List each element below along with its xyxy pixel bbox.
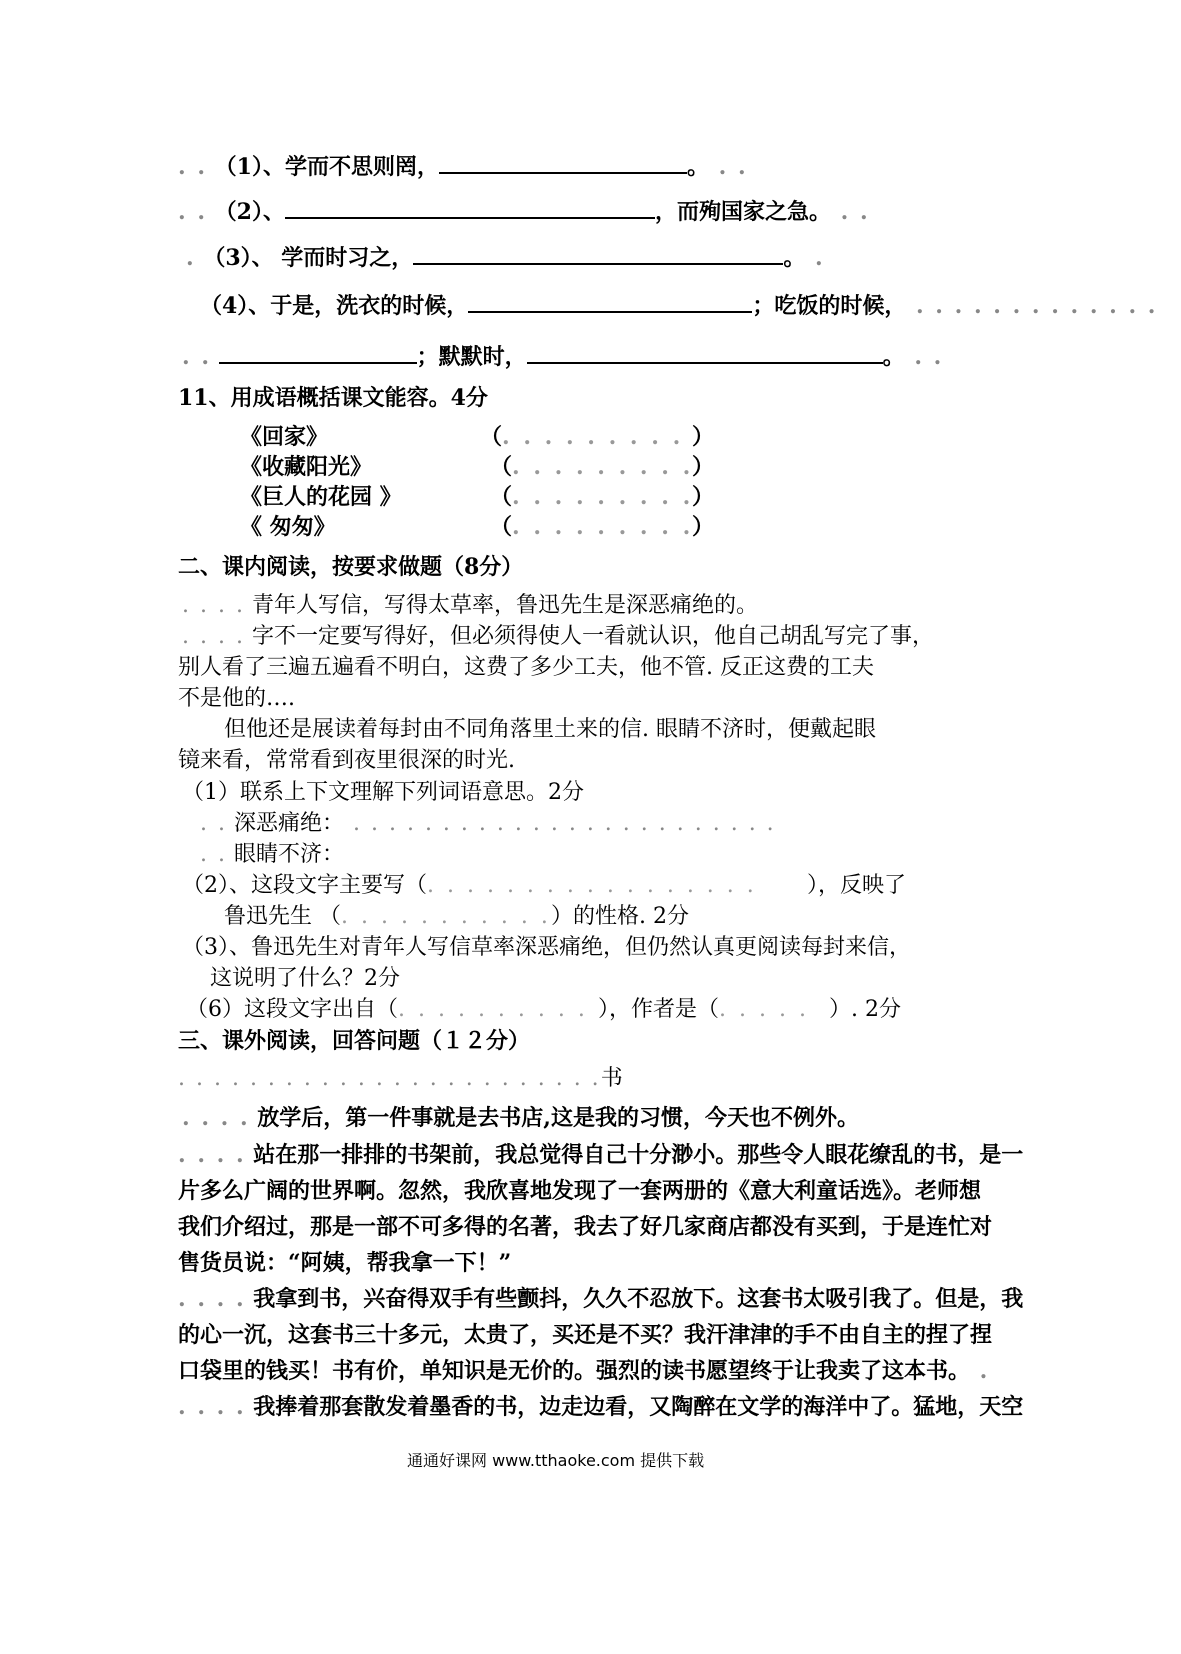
blank-q4-continued: . . ；默默时， 。 . .: [182, 344, 944, 370]
blank-q1: . . （1）、学而不思则罔， 。 . .: [178, 154, 748, 180]
story-paragraph-cont: 的心一沉，这套书三十多元，太贵了，买还是不买？我汗津津的手不由自主的捏了捏: [178, 1322, 993, 1348]
footer-credit: 通通好课网 www.tthaoke.com 提供下载: [407, 1451, 705, 1470]
blank-q4: （4）、于是，洗衣的时候， ；吃饭的时候， . . . . . . . . . . . . .: [200, 293, 1158, 319]
blank-q3: . （3）、 学而时习之， 。 .: [186, 245, 825, 271]
q11-item: 《巨人的花园 》 （. . . . . . . . .）: [240, 484, 715, 510]
reading-paragraph-cont: 别人看了三遍五遍看不明白，这费了多少工夫，他不管. 反正这费的工夫: [178, 655, 874, 680]
reading-paragraph: . . . . 青年人写信，写得太草率，鲁迅先生是深恶痛绝的。: [182, 593, 758, 618]
question-3-cont: 这说明了什么？2分: [210, 966, 400, 991]
q11-item: 《 匆匆》 （. . . . . . . . .）: [240, 514, 715, 540]
q11-item: 《收藏阳光》 （. . . . . . . . .）: [240, 454, 715, 480]
story-paragraph-cont: 售货员说：“阿姨，帮我拿一下！”: [178, 1250, 512, 1276]
question-1a: . . 深恶痛绝： . . . . . . . . . . . . . . . . . . . . . . . .: [200, 811, 776, 836]
story-paragraph-cont: 片多么广阔的世界啊。忽然，我欣喜地发现了一套两册的《意大利童话选》。老师想: [178, 1178, 982, 1204]
story-title: 书: [600, 1066, 623, 1091]
story-paragraph: . . . . 站在那一排排的书架前，我总觉得自己十分渺小。那些令人眼花缭乱的书，是一: [178, 1142, 1024, 1168]
question-1: （1）联系上下文理解下列词语意思。2分: [182, 780, 584, 805]
story-title-line: . . . . . . . . . . . . . . . . . . . . . . . .书: [178, 1066, 623, 1091]
story-paragraph-cont: 我们介绍过，那是一部不可多得的名著，我去了好几家商店都没有买到，于是连忙对: [178, 1214, 993, 1240]
answer-blank: [285, 199, 655, 219]
blank-q2: . . （2）、 ，而殉国家之急。 . .: [178, 199, 870, 225]
answer-blank: [439, 154, 687, 174]
question-6: （6）这段文字出自（. . . . . . . . . . ），作者是（. . . . . ）. 2分: [186, 997, 901, 1022]
story-paragraph: . . . . 我捧着那套散发着墨香的书，边走边看，又陶醉在文学的海洋中了。猛地，天空: [178, 1394, 1024, 1420]
story-paragraph: . . . . 我拿到书，兴奋得双手有些颤抖，久久不忍放下。这套书太吸引我了。但是，我: [178, 1286, 1024, 1312]
question-3: （3）、鲁迅先生对青年人写信草率深恶痛绝，但仍然认真更阅读每封来信，: [182, 935, 911, 960]
answer-blank: [219, 344, 417, 364]
question-2-cont: 鲁迅先生 （. . . . . . . . . . .）的性格. 2分: [224, 904, 689, 929]
reading-paragraph-cont: 不是他的….: [178, 686, 295, 711]
reading-paragraph: 但他还是展读着每封由不同角落里土来的信. 眼睛不济时，便戴起眼: [224, 717, 876, 742]
q11-item: 《回家》 （. . . . . . . . . ）: [240, 424, 715, 450]
answer-blank: [413, 245, 783, 265]
section3-heading: 三、课外阅读，回答问题（１２分）: [178, 1028, 531, 1054]
section2-heading: 二、课内阅读，按要求做题（8分）: [178, 554, 524, 580]
reading-paragraph-cont: 镜来看，常常看到夜里很深的时光.: [178, 748, 515, 773]
story-paragraph: . . . . 放学后，第一件事就是去书店,这是我的习惯，今天也不例外。: [182, 1105, 859, 1131]
q11-heading: 11、用成语概括课文能容。4分: [178, 385, 488, 411]
answer-blank: [468, 293, 752, 313]
story-paragraph-cont: 口袋里的钱买！书有价，单知识是无价的。强烈的读书愿望终于让我卖了这本书。 .: [178, 1358, 990, 1384]
question-2: （2）、这段文字主要写（. . . . . . . . . . . . . . . . . ），反映了: [182, 873, 907, 898]
reading-paragraph: . . . . 字不一定要写得好，但必须得使人一看就认识，他自己胡乱写完了事，: [182, 624, 934, 649]
question-1b: . . 眼睛不济：: [200, 842, 344, 867]
answer-blank: [527, 344, 883, 364]
